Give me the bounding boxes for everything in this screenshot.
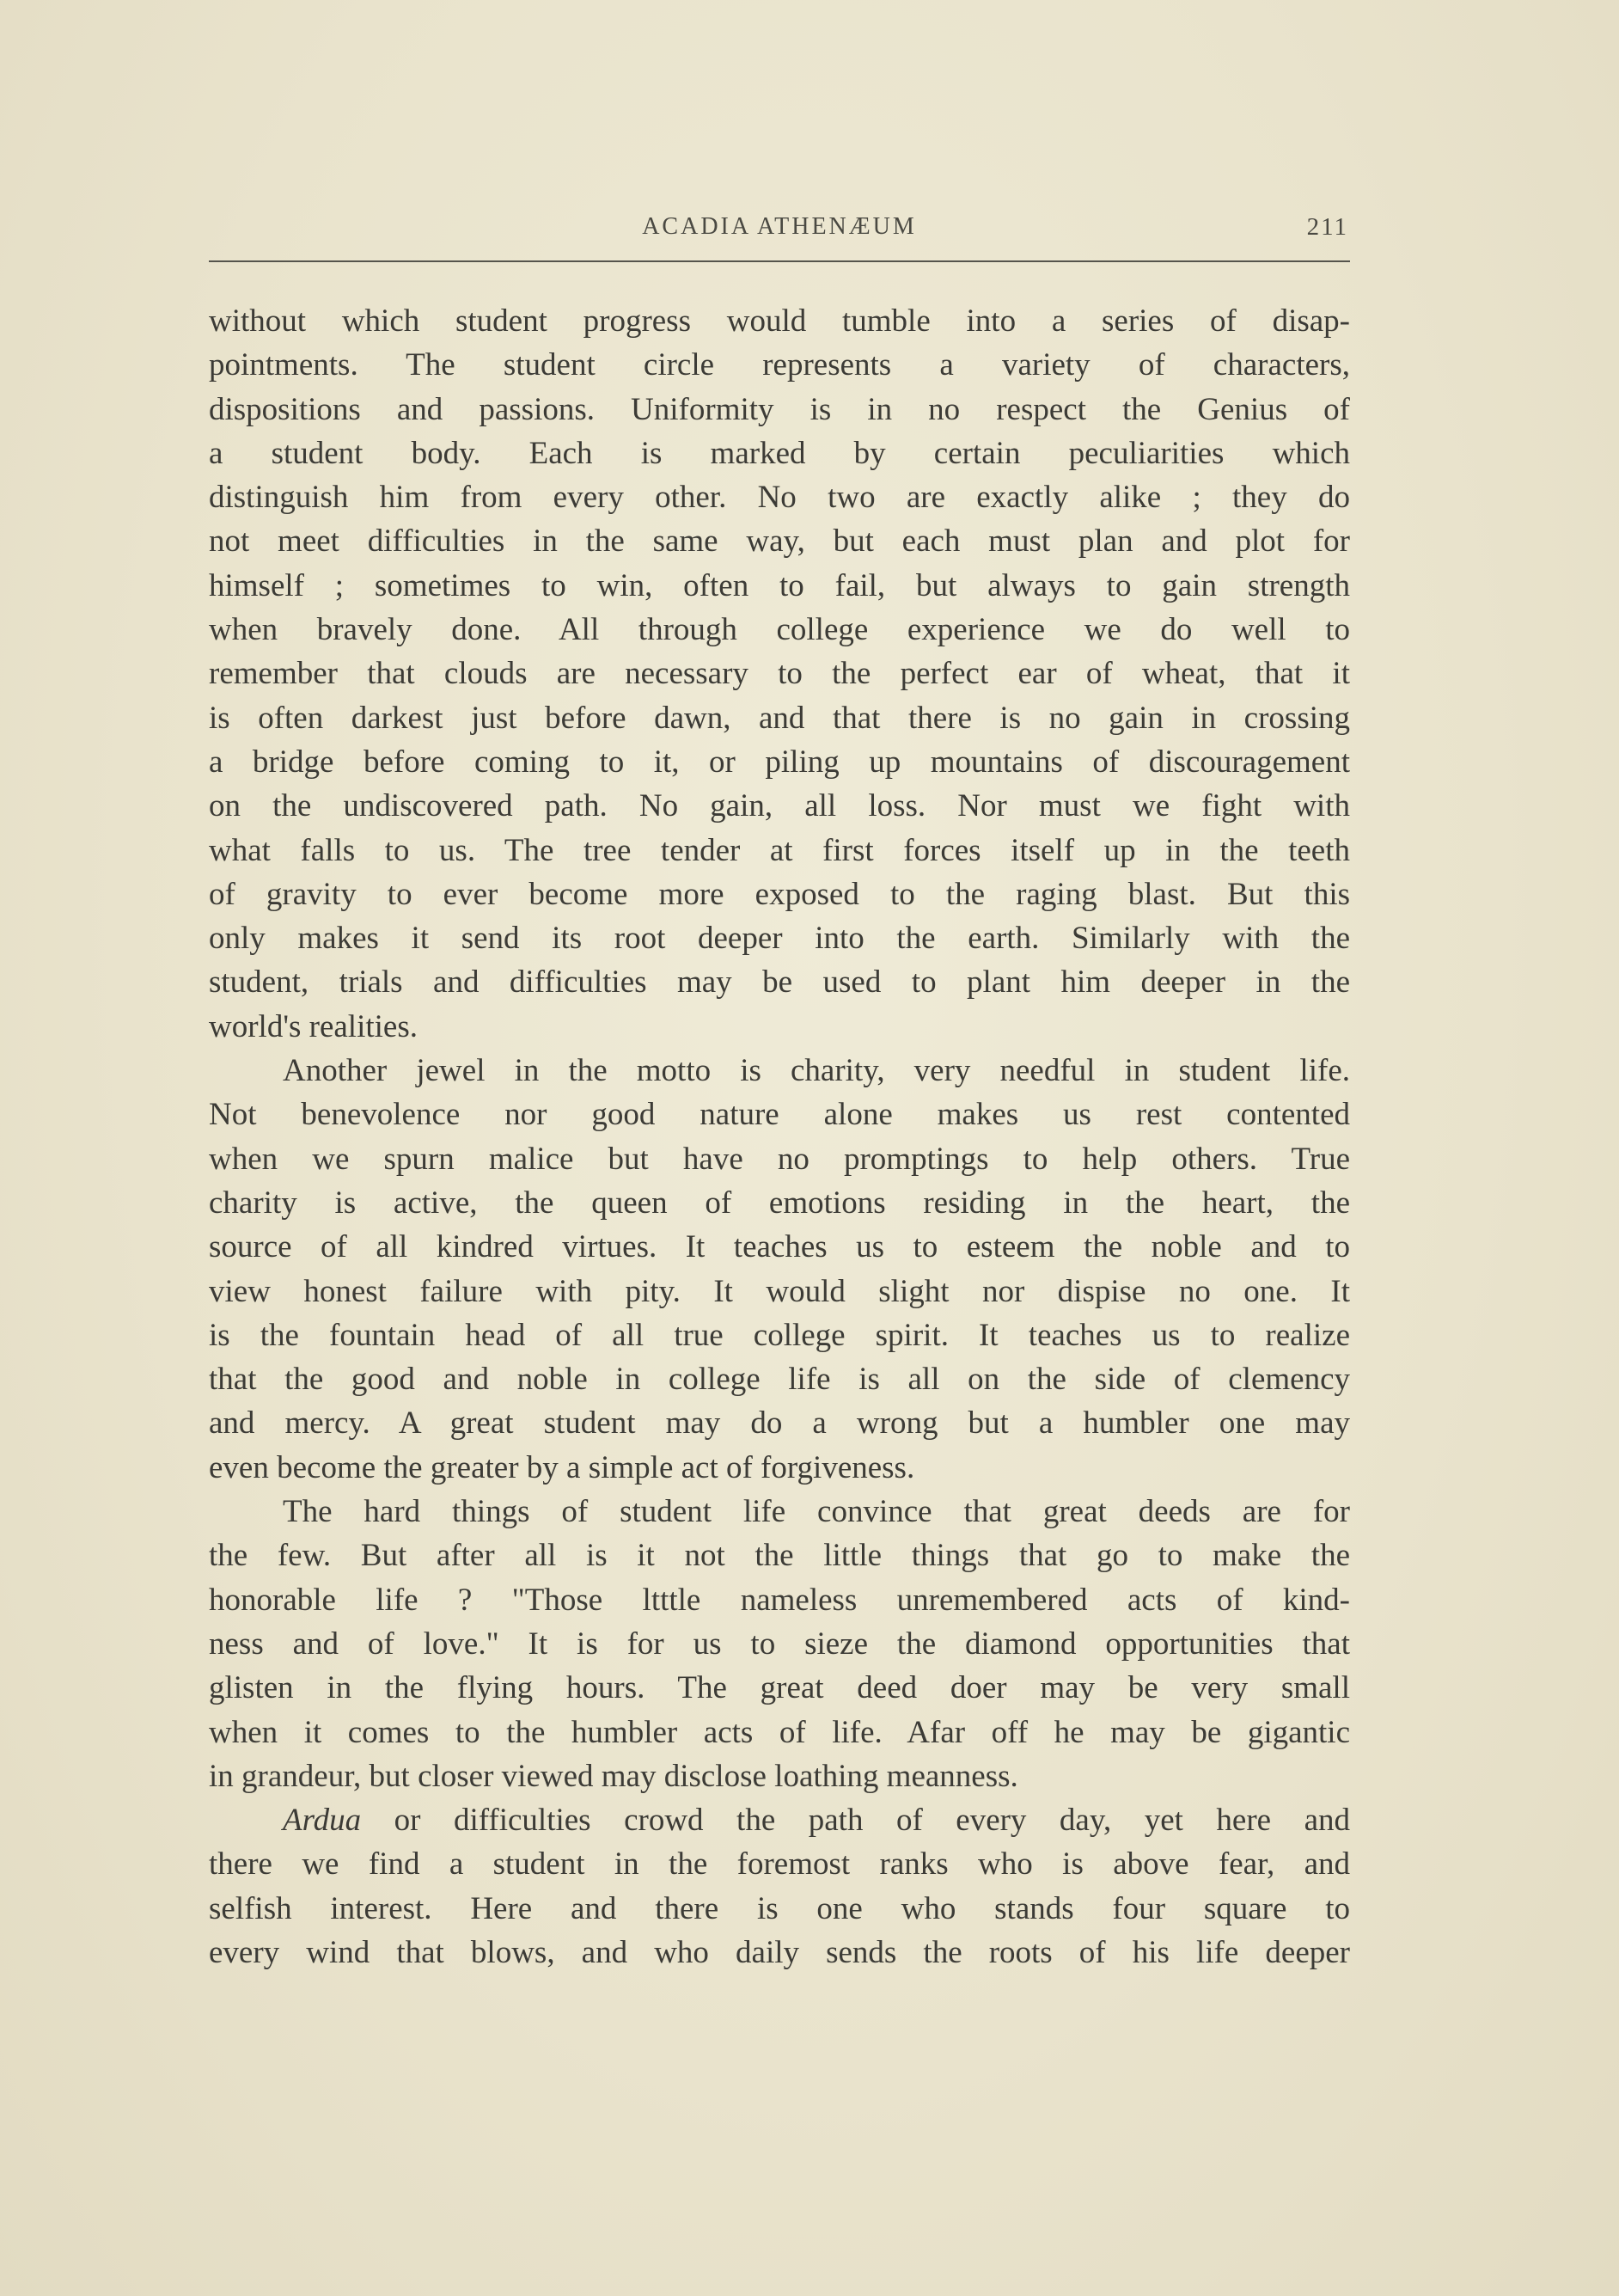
text-line: what falls to us. The tree tender at first forces itself up in the teeth (209, 832, 1350, 868)
page-number: 211 (1306, 213, 1348, 241)
text-line: charity is active, the queen of emotions residing in the heart, the (209, 1185, 1350, 1221)
text-line: when bravely done. All through college experience we do well to (209, 612, 1350, 648)
text-line: glisten in the flying hours. The great deed doer may be very small (209, 1670, 1350, 1706)
text-line: on the undiscovered path. No gain, all loss. Nor must we fight with (209, 788, 1350, 824)
text-line: in grandeur, but closer viewed may disclose loathing meanness. (209, 1758, 1018, 1794)
paragraph-1 (209, 299, 1350, 1049)
paragraph-4 (209, 1798, 1350, 1975)
text-line: when we spurn malice but have no promptings to help others. True (209, 1141, 1350, 1177)
text-line: that the good and noble in college life is all on the side of clemency (209, 1362, 1350, 1398)
text-line: honorable life ? "Those ltttle nameless unremembered acts of kind- (209, 1582, 1350, 1618)
italic-lead-word: Ardua (283, 1803, 362, 1839)
text-line: the few. But after all is it not the little things that go to make the (209, 1538, 1350, 1574)
paragraph-3 (209, 1490, 1350, 1798)
text-line: every wind that blows, and who daily sends the roots of his life deeper (209, 1934, 1350, 1970)
text-line: only makes it send its root deeper into the earth. Similarly with the (209, 921, 1350, 957)
text-line: student, trials and difficulties may be used to plant him deeper in the (209, 964, 1350, 1001)
text-line: Another jewel in the motto is charity, very needful in student life. (283, 1053, 1350, 1089)
text-line: remember that clouds are necessary to the perfect ear of wheat, that it (209, 656, 1350, 692)
text-line: ness and of love." It is for us to sieze the diamond opportunities that (209, 1626, 1350, 1662)
text-line: himself ; sometimes to win, often to fail, but always to gain strength (209, 567, 1350, 603)
text-line: there we find a student in the foremost ranks who is above fear, and (209, 1846, 1350, 1883)
text-line: not meet difficulties in the same way, but each must plan and plot for (209, 523, 1350, 560)
text-line: selfish interest. Here and there is one who stands four square to (209, 1890, 1350, 1926)
text-line: without which student progress would tumble into a series of disap- (209, 303, 1350, 339)
text-line: world's realities. (209, 1008, 418, 1044)
text-line: pointments. The student circle represents a variety of characters, (209, 347, 1350, 383)
text-line: distinguish him from every other. No two are exactly alike ; they do (209, 480, 1350, 516)
header-rule (209, 260, 1350, 262)
text-line: is often darkest just before dawn, and that there is no gain in crossing (209, 700, 1350, 736)
text-line: is the fountain head of all true college spirit. It teaches us to realize (209, 1317, 1350, 1353)
text-line: of gravity to ever become more exposed to the raging blast. But this (209, 876, 1350, 912)
text-line: Not benevolence nor good nature alone makes us rest contented (209, 1097, 1350, 1133)
running-title: ACADIA ATHENÆUM (642, 213, 917, 240)
text-line: view honest failure with pity. It would slight nor dispise no one. It (209, 1273, 1350, 1309)
text-line: a student body. Each is marked by certain peculiarities which (209, 435, 1350, 471)
text-line: The hard things of student life convince that great deeds are for (283, 1494, 1350, 1530)
paragraph-2 (209, 1049, 1350, 1490)
body-text (209, 299, 1350, 1975)
text-line: and mercy. A great student may do a wrong but a humbler one may (209, 1405, 1350, 1442)
text-line: when it comes to the humbler acts of life. Afar off he may be gigantic (209, 1714, 1350, 1750)
text-line: a bridge before coming to it, or piling up mountains of discouragement (209, 744, 1350, 780)
text-line: dispositions and passions. Uniformity is in no respect the Genius of (209, 391, 1350, 427)
text-line (209, 1798, 1350, 1842)
text-line: source of all kindred virtues. It teaches us to esteem the noble and to (209, 1229, 1350, 1265)
text-line-remainder: or difficulties crowd the path of every day, yet here and (361, 1803, 1350, 1839)
page-header (209, 210, 1350, 261)
text-line: even become the greater by a simple act of forgiveness. (209, 1449, 915, 1485)
